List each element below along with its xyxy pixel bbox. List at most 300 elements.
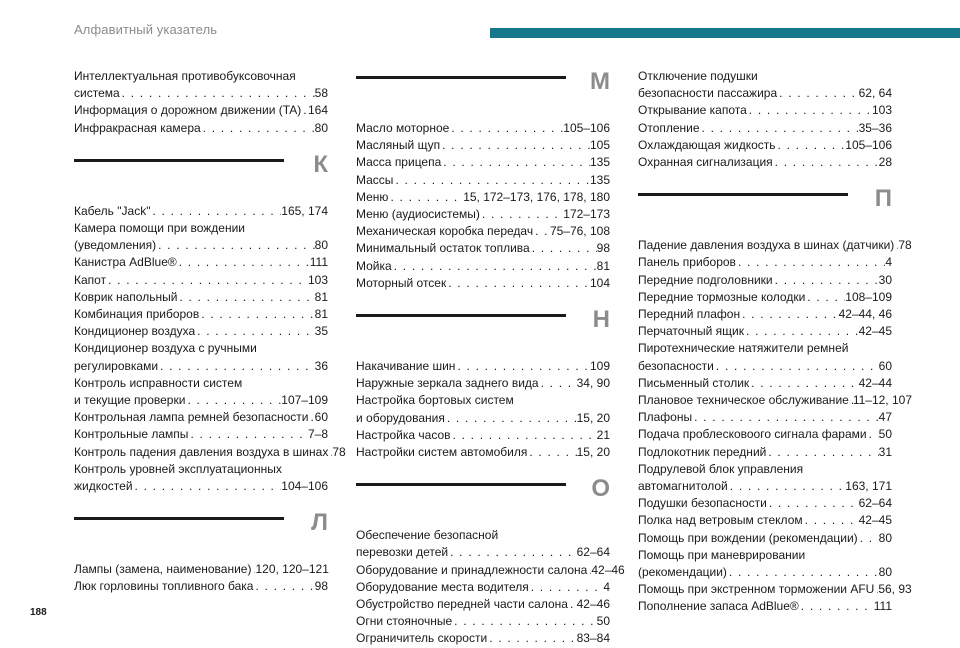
index-entry-line bbox=[638, 358, 892, 375]
index-entry-term: и оборудования bbox=[356, 410, 445, 425]
index-entry-term: Минимальный остаток топлива bbox=[356, 241, 530, 256]
index-entry-term: безопасности пассажира bbox=[638, 86, 778, 101]
index-entry-term: Падение давления воздуха в шинах (датчики) bbox=[638, 238, 895, 253]
index-entry bbox=[638, 137, 892, 154]
index-entry-pages: 35 bbox=[314, 324, 328, 339]
index-entry-line bbox=[74, 254, 328, 271]
index-entry-pages: 62–64 bbox=[858, 496, 892, 511]
dot-leader bbox=[177, 289, 314, 306]
dot-leader bbox=[441, 154, 590, 171]
index-entry-pages: 58 bbox=[314, 86, 328, 101]
dot-leader bbox=[253, 578, 314, 595]
index-entry-line bbox=[356, 172, 610, 189]
index-entry-line bbox=[356, 579, 610, 596]
index-entry-line bbox=[638, 581, 912, 598]
dot-leader bbox=[776, 137, 846, 154]
section-divider bbox=[74, 517, 284, 520]
index-entry-line bbox=[638, 102, 892, 119]
index-entry bbox=[356, 527, 610, 561]
index-entry-term: Масса прицепа bbox=[356, 155, 442, 170]
index-entry-pages: 111 bbox=[309, 255, 328, 270]
index-entry-line bbox=[638, 237, 912, 254]
index-entry-line bbox=[638, 289, 892, 306]
index-entry bbox=[638, 581, 912, 598]
index-entry-pages: 98 bbox=[596, 241, 610, 256]
index-entry-pages: 50 bbox=[878, 427, 892, 442]
index-entry bbox=[638, 547, 892, 581]
index-entry-pages: 75–76, 108 bbox=[549, 224, 610, 239]
index-entry-pages: 60 bbox=[314, 410, 328, 425]
index-entry-pages: 120, 120–121 bbox=[255, 562, 329, 577]
index-entry-term: Подлокотник передний bbox=[638, 444, 767, 459]
index-entry-line bbox=[74, 392, 328, 409]
section-header bbox=[74, 509, 328, 561]
index-entry-line bbox=[356, 444, 610, 461]
dot-leader bbox=[440, 137, 590, 154]
index-entry-line bbox=[74, 561, 328, 578]
index-entry-pages: 60 bbox=[878, 358, 892, 373]
index-entry-line bbox=[356, 427, 610, 444]
index-entry-term: Помощь при экстренном торможении AFU bbox=[638, 582, 875, 597]
index-entry-term: Охранная сигнализация bbox=[638, 155, 773, 170]
index-entry bbox=[638, 495, 892, 512]
dot-leader bbox=[120, 85, 315, 102]
index-entry-pages: 42–46 bbox=[591, 562, 625, 577]
index-entry-term: Масляный щуп bbox=[356, 138, 441, 153]
dot-leader bbox=[727, 564, 879, 581]
index-entry bbox=[74, 220, 328, 254]
index-entry-text: Отключение подушки bbox=[638, 69, 758, 83]
section-letter: П bbox=[874, 185, 892, 213]
dot-leader bbox=[393, 172, 590, 189]
index-entry bbox=[638, 530, 892, 547]
index-entry-pages: 104–106 bbox=[281, 479, 328, 494]
index-entry bbox=[74, 340, 328, 374]
dot-leader bbox=[568, 596, 577, 613]
index-entry-pages: 42–44, 46 bbox=[838, 307, 892, 322]
index-entry-line bbox=[74, 358, 328, 375]
index-entry-line bbox=[74, 85, 328, 102]
index-entry bbox=[74, 254, 328, 271]
index-entry-term: система bbox=[74, 86, 120, 101]
index-entry bbox=[356, 206, 610, 223]
index-entry-line bbox=[356, 375, 610, 392]
dot-leader bbox=[449, 120, 563, 137]
index-entry bbox=[356, 358, 610, 375]
index-entry-pages: 11–12, 107 bbox=[852, 393, 912, 408]
index-entry-term: Панель приборов bbox=[638, 255, 736, 270]
dot-leader bbox=[201, 120, 315, 137]
index-entry-term: (рекомендации) bbox=[638, 565, 727, 580]
index-entry-line bbox=[638, 323, 892, 340]
dot-leader bbox=[150, 203, 281, 220]
index-entry-line bbox=[356, 258, 610, 275]
index-entry-line bbox=[638, 409, 892, 426]
dot-leader bbox=[539, 375, 577, 392]
dot-leader bbox=[692, 409, 879, 426]
index-entry bbox=[74, 561, 328, 578]
section-letter: К bbox=[313, 150, 328, 178]
index-entry-term: Масло моторное bbox=[356, 121, 450, 135]
index-entry-line bbox=[638, 478, 892, 495]
index-entry bbox=[638, 306, 892, 323]
index-entry-line bbox=[74, 102, 328, 119]
index-entry-pages: 28 bbox=[878, 155, 892, 170]
index-entry-line bbox=[74, 578, 328, 595]
dot-leader bbox=[301, 102, 308, 119]
index-entry-term: Настройки систем автомобиля bbox=[356, 445, 528, 460]
dot-leader bbox=[199, 306, 314, 323]
index-entry-term: Мойка bbox=[356, 258, 392, 273]
index-entry-pages: 81 bbox=[314, 289, 328, 304]
index-entry-pages: 4 bbox=[603, 579, 610, 594]
index-entry-line bbox=[74, 237, 328, 254]
index-entry-term: Контроль падения давления воздуха в шинах bbox=[74, 444, 329, 459]
index-entry-pages: 36 bbox=[314, 358, 328, 373]
index-entry-text: Помощь при маневрировании bbox=[638, 547, 806, 562]
index-entry bbox=[638, 426, 892, 443]
index-entry-line bbox=[638, 375, 892, 392]
index-entry bbox=[356, 189, 610, 206]
index-entry-line bbox=[638, 512, 892, 529]
index-entry-term: Инфракрасная камера bbox=[74, 120, 201, 135]
index-entry-line bbox=[356, 206, 610, 223]
section-divider bbox=[356, 314, 566, 317]
section-header bbox=[638, 185, 892, 237]
index-entry-term: Кабель "Jack" bbox=[74, 203, 151, 218]
index-entry-line bbox=[74, 323, 328, 340]
section-header bbox=[74, 151, 328, 203]
index-entry-term: Передние подголовники bbox=[638, 272, 773, 287]
index-column-2 bbox=[356, 68, 625, 648]
dot-leader bbox=[527, 444, 576, 461]
index-entry-pages: 135 bbox=[589, 155, 610, 170]
dot-leader bbox=[529, 579, 604, 596]
index-entry-line bbox=[638, 85, 892, 102]
index-entry-line bbox=[356, 630, 610, 647]
index-entry bbox=[356, 392, 610, 426]
index-entry bbox=[74, 68, 328, 102]
dot-leader bbox=[766, 444, 878, 461]
index-entry-line bbox=[356, 137, 610, 154]
dot-leader bbox=[392, 258, 597, 275]
index-entry-pages: 105 bbox=[589, 138, 610, 153]
index-entry-term: Плановое техническое обслуживание bbox=[638, 393, 849, 408]
dot-leader bbox=[185, 392, 281, 409]
index-entry bbox=[638, 102, 892, 119]
index-entry-pages: 172–173 bbox=[563, 207, 610, 222]
index-entry bbox=[638, 598, 892, 615]
index-entry-pages: 50 bbox=[596, 614, 610, 629]
index-entry-term: безопасности bbox=[638, 358, 714, 373]
index-entry-term: Передние тормозные колодки bbox=[638, 289, 806, 304]
index-entry-term: Перчаточный ящик bbox=[638, 324, 745, 339]
dot-leader bbox=[858, 530, 879, 547]
index-entry-term: Механическая коробка передач bbox=[356, 224, 534, 239]
index-entry-line bbox=[74, 478, 328, 495]
index-entry bbox=[638, 444, 892, 461]
index-column-3 bbox=[638, 68, 912, 616]
index-entry-term: Контрольные лампы bbox=[74, 427, 189, 442]
index-entry-line bbox=[638, 120, 892, 137]
index-entry bbox=[356, 137, 610, 154]
dot-leader bbox=[133, 478, 282, 495]
index-entry-text: Контроль исправности систем bbox=[74, 375, 243, 390]
index-entry-term: Капот bbox=[74, 272, 107, 287]
index-entry bbox=[356, 172, 610, 189]
index-entry-line bbox=[356, 596, 610, 613]
index-entry-term: Информация о дорожном движении (TA) bbox=[74, 103, 302, 118]
index-entry-text: Обеспечение безопасной bbox=[356, 528, 499, 543]
index-entry-term: Помощь при вождении (рекомендации) bbox=[638, 530, 858, 545]
index-entry-term: Моторный отсек bbox=[356, 275, 447, 290]
index-entry-line bbox=[638, 306, 892, 323]
index-entry-term: Охлаждающая жидкость bbox=[638, 137, 776, 152]
index-entry bbox=[74, 289, 328, 306]
index-entry bbox=[74, 426, 328, 443]
index-entry-line bbox=[356, 358, 610, 375]
dot-leader bbox=[799, 598, 874, 615]
index-entry-text: Подрулевой блок управления bbox=[638, 461, 804, 476]
index-entry-pages: 104 bbox=[589, 275, 610, 290]
index-entry-pages: 31 bbox=[878, 444, 892, 459]
section-header bbox=[356, 306, 610, 358]
index-entry-line bbox=[356, 275, 610, 292]
index-entry-pages: 62, 64 bbox=[858, 86, 892, 101]
index-entry bbox=[638, 68, 892, 102]
index-entry-text: Камера помощи при вождении bbox=[74, 221, 245, 236]
index-entry-term: Канистра AdBlue® bbox=[74, 255, 177, 270]
dot-leader bbox=[728, 478, 846, 495]
index-entry bbox=[356, 275, 610, 292]
index-entry-pages: 42–46 bbox=[576, 597, 610, 612]
index-entry-pages: 35–36 bbox=[858, 120, 892, 135]
index-entry-term: Люк горловины топливного бака bbox=[74, 579, 254, 594]
index-entry-pages: 80 bbox=[314, 120, 328, 135]
section-letter: М bbox=[590, 68, 610, 95]
index-entry-line bbox=[356, 240, 610, 257]
index-entry bbox=[638, 289, 892, 306]
index-entry bbox=[74, 375, 328, 409]
index-entry-line bbox=[356, 223, 610, 240]
index-entry-line bbox=[356, 410, 610, 427]
index-entry bbox=[356, 375, 610, 392]
index-entry-term: Оборудование места водителя bbox=[356, 579, 529, 594]
dot-leader bbox=[767, 495, 859, 512]
index-entry-line bbox=[74, 444, 346, 461]
index-entry-line bbox=[74, 120, 328, 137]
index-entry-term: Обустройство передней части салона bbox=[356, 597, 568, 612]
index-entry bbox=[356, 579, 610, 596]
index-entry-pages: 80 bbox=[314, 238, 328, 253]
dot-leader bbox=[777, 85, 859, 102]
index-entry-term: Массы bbox=[356, 172, 394, 187]
dot-leader bbox=[747, 102, 872, 119]
index-entry-line bbox=[638, 137, 892, 154]
index-entry bbox=[74, 306, 328, 323]
index-entry-term: Передний плафон bbox=[638, 307, 741, 322]
index-entry-pages: 163, 171 bbox=[845, 479, 892, 494]
index-entry-term: Меню bbox=[356, 189, 389, 204]
index-entry-pages: 15, 20 bbox=[576, 445, 610, 460]
dot-leader bbox=[106, 272, 308, 289]
index-entry bbox=[74, 461, 328, 495]
index-entry-pages: 78 bbox=[898, 238, 912, 253]
index-entry-term: Огни стояночные bbox=[356, 614, 453, 629]
index-entry bbox=[74, 409, 328, 426]
dot-leader bbox=[195, 323, 315, 340]
section-divider bbox=[356, 76, 566, 79]
index-column-1 bbox=[74, 68, 346, 596]
dot-leader bbox=[740, 306, 839, 323]
index-entry-pages: 56, 93 bbox=[878, 582, 912, 597]
index-entry-line bbox=[74, 409, 328, 426]
index-entry-term: Накачивание шин bbox=[356, 359, 456, 374]
index-entry-line bbox=[356, 544, 610, 561]
index-entry bbox=[74, 120, 328, 137]
index-entry bbox=[74, 323, 328, 340]
index-entry-line bbox=[638, 426, 892, 443]
index-entry-term: Отопление bbox=[638, 120, 700, 135]
index-entry-term: регулировками bbox=[74, 358, 159, 373]
section-header bbox=[356, 68, 610, 120]
dot-leader bbox=[530, 240, 597, 257]
index-entry-line bbox=[356, 120, 610, 137]
index-entry-line bbox=[74, 289, 328, 306]
index-entry bbox=[638, 254, 892, 271]
index-entry-term: Комбинация приборов bbox=[74, 307, 200, 322]
index-entry-pages: 105–106 bbox=[563, 121, 610, 135]
index-entry-pages: 111 bbox=[873, 599, 892, 614]
dot-leader bbox=[156, 237, 315, 254]
index-entry bbox=[638, 272, 892, 289]
index-entry bbox=[356, 120, 610, 137]
index-entry-line bbox=[638, 254, 892, 271]
index-entry-pages: 98 bbox=[314, 579, 328, 594]
index-entry bbox=[356, 444, 610, 461]
index-entry-line bbox=[638, 598, 892, 615]
dot-leader bbox=[388, 189, 463, 206]
index-entry-line bbox=[74, 306, 328, 323]
index-entry-text: Кондиционер воздуха с ручными bbox=[74, 341, 257, 356]
index-entry-line bbox=[356, 189, 610, 206]
index-entry-line bbox=[356, 154, 610, 171]
section-divider bbox=[356, 483, 566, 486]
index-entry bbox=[356, 613, 610, 630]
section-letter: Л bbox=[311, 509, 328, 537]
index-entry-term: и текущие проверки bbox=[74, 393, 186, 408]
index-entry bbox=[356, 223, 610, 240]
index-entry-term: Подача проблесковоого сигнала фарами bbox=[638, 427, 867, 442]
index-entry-pages: 62–64 bbox=[576, 545, 610, 560]
index-entry-term: Меню (аудиосистемы) bbox=[356, 207, 480, 222]
index-entry-pages: 80 bbox=[878, 565, 892, 580]
index-entry-line bbox=[356, 613, 610, 630]
dot-leader bbox=[744, 323, 859, 340]
index-entry-term: Коврик напольный bbox=[74, 289, 178, 304]
index-entry-pages: 4 bbox=[885, 255, 892, 270]
index-entry bbox=[74, 578, 328, 595]
index-entry bbox=[74, 102, 328, 119]
index-entry-pages: 165, 174 bbox=[281, 203, 328, 218]
section-letter: О bbox=[591, 475, 610, 503]
index-entry-term: автомагнитолой bbox=[638, 479, 728, 494]
index-entry-line bbox=[638, 154, 892, 171]
index-entry-line bbox=[638, 495, 892, 512]
index-entry-term: Ограничитель скорости bbox=[356, 631, 488, 646]
dot-leader bbox=[452, 613, 597, 630]
index-entry bbox=[74, 272, 328, 289]
index-entry-term: Настройка часов bbox=[356, 427, 451, 442]
index-entry-pages: 81 bbox=[596, 258, 610, 273]
index-entry-pages: 34, 90 bbox=[576, 376, 610, 391]
index-entry bbox=[638, 461, 892, 495]
index-entry-term: Плафоны bbox=[638, 410, 693, 425]
dot-leader bbox=[446, 275, 590, 292]
index-entry bbox=[638, 323, 892, 340]
index-entry-text: Настройка бортовых систем bbox=[356, 393, 514, 408]
index-entry-pages: 21 bbox=[596, 427, 610, 442]
index-entry-term: жидкостей bbox=[74, 479, 133, 494]
header-accent-bar bbox=[490, 28, 960, 38]
index-entry-term: Контрольная лампа ремней безопасности bbox=[74, 410, 309, 425]
index-entry-pages: 15, 172–173, 176, 178, 180 bbox=[463, 189, 610, 204]
index-entry-line bbox=[74, 272, 328, 289]
index-entry-pages: 109 bbox=[589, 359, 610, 374]
dot-leader bbox=[455, 358, 590, 375]
index-entry-pages: 42–44 bbox=[858, 375, 892, 390]
dot-leader bbox=[749, 375, 858, 392]
index-entry-term: Письменный столик bbox=[638, 375, 750, 390]
index-entry-term: Кондиционер воздуха bbox=[74, 324, 196, 339]
index-entry-text: Интеллектуальная противобуксовочная bbox=[74, 69, 296, 83]
dot-leader bbox=[803, 512, 859, 529]
dot-leader bbox=[700, 120, 859, 137]
index-entry-pages: 164 bbox=[307, 103, 328, 118]
dot-leader bbox=[773, 154, 879, 171]
index-entry bbox=[638, 375, 892, 392]
index-entry-pages: 81 bbox=[314, 307, 328, 322]
dot-leader bbox=[867, 426, 879, 443]
index-entry-pages: 15, 20 bbox=[576, 410, 610, 425]
dot-leader bbox=[487, 630, 576, 647]
index-entry-term: (уведомления) bbox=[74, 238, 157, 253]
dot-leader bbox=[448, 544, 577, 561]
section-letter: Н bbox=[592, 306, 610, 334]
dot-leader bbox=[445, 410, 577, 427]
dot-leader bbox=[533, 223, 550, 240]
index-entry-line bbox=[638, 444, 892, 461]
dot-leader bbox=[177, 254, 310, 271]
index-entry-text: Пиротехнические натяжители ремней bbox=[638, 341, 849, 356]
index-entry-term: Открывание капота bbox=[638, 103, 747, 118]
index-entry-term: Лампы (замена, наименование) bbox=[74, 562, 252, 577]
index-entry-term: Наружные зеркала заднего вида bbox=[356, 376, 539, 391]
index-entry bbox=[356, 596, 610, 613]
section-header bbox=[356, 475, 610, 527]
index-entry bbox=[74, 444, 346, 461]
index-entry-pages: 42–45 bbox=[858, 513, 892, 528]
index-entry bbox=[638, 392, 912, 409]
index-entry-pages: 103 bbox=[871, 103, 892, 118]
dot-leader bbox=[451, 427, 597, 444]
index-entry-term: Оборудование и принадлежности салона bbox=[356, 562, 588, 577]
index-entry-line bbox=[356, 562, 625, 579]
index-entry-pages: 135 bbox=[589, 172, 610, 187]
index-entry bbox=[638, 237, 912, 254]
index-entry-pages: 80 bbox=[878, 530, 892, 545]
index-entry bbox=[356, 240, 610, 257]
